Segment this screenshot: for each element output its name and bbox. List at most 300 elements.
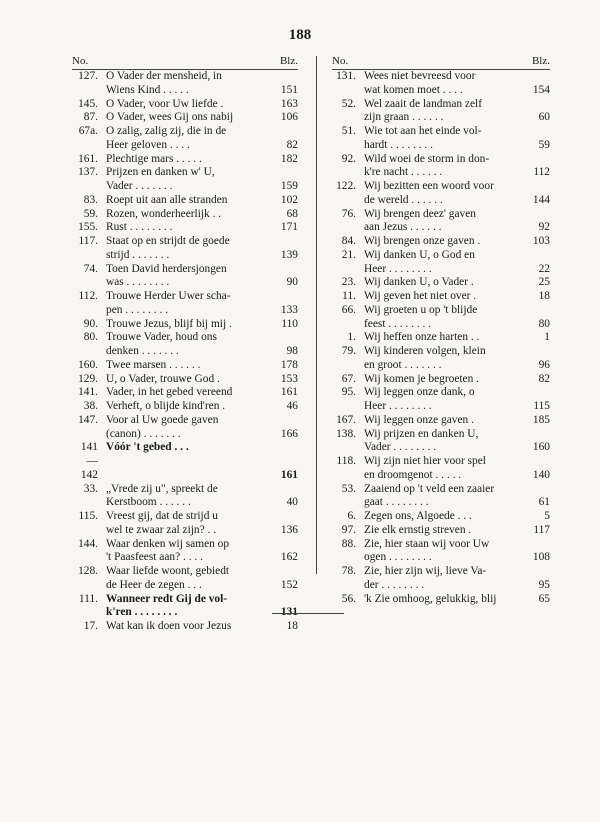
entry-number: 111. <box>78 592 98 605</box>
entry-page-number: 92 <box>538 221 550 234</box>
entry-number: 137. <box>78 166 98 179</box>
entry-number: 1. <box>347 331 356 344</box>
entry-title <box>98 318 272 332</box>
entry-page <box>524 345 550 373</box>
entry-title <box>356 331 524 345</box>
index-entry <box>332 428 550 456</box>
closing-rule <box>272 613 344 614</box>
entry-page <box>272 565 298 593</box>
index-entry <box>72 70 298 98</box>
entry-page <box>272 166 298 194</box>
entry-page <box>524 180 550 208</box>
entry-title-line: O Vader, wees Gij ons nabij <box>106 111 234 124</box>
entry-title <box>98 565 272 593</box>
entry-title-line: Heer . . . . . . . . <box>364 262 432 275</box>
entry-title-line: Waar denken wij samen op <box>106 537 230 550</box>
index-entry <box>72 400 298 414</box>
entry-title <box>356 345 524 373</box>
entry-page <box>524 428 550 456</box>
entry-page <box>524 276 550 290</box>
entry-page-number: 136 <box>280 523 298 536</box>
entry-number: 88. <box>341 537 356 550</box>
entry-title-line: Wij leggen onze dank, o <box>364 386 475 399</box>
entry-page-number: 106 <box>280 111 298 124</box>
entry-title <box>98 98 272 112</box>
index-entry <box>72 318 298 332</box>
index-entry <box>72 208 298 222</box>
entry-page <box>524 290 550 304</box>
index-entry <box>72 565 298 593</box>
entry-page-number: 110 <box>281 317 298 330</box>
entry-title-line: „Vrede zij u", spreekt de <box>106 482 218 495</box>
index-entry <box>72 166 298 194</box>
entry-number: 118. <box>336 455 356 467</box>
entry-number: 141. <box>78 386 98 399</box>
page-number: 188 <box>288 27 312 43</box>
entry-title-line: Roept uit aan alle stranden <box>106 193 228 206</box>
entry-title-line: de wereld . . . . . . <box>364 193 443 206</box>
entry-title <box>356 304 524 332</box>
entry-page <box>524 538 550 566</box>
entry-page-number: 182 <box>280 152 298 165</box>
entry-number: 141—142 <box>80 441 98 481</box>
index-entry <box>72 194 298 208</box>
header-blz: Blz. <box>531 55 550 67</box>
header-no: No. <box>332 55 349 67</box>
index-entry <box>72 414 298 442</box>
entry-number: 160. <box>78 358 98 371</box>
entry-title <box>98 111 272 125</box>
index-entry <box>72 235 298 263</box>
index-entry <box>332 373 550 387</box>
entry-title-line: en droomgenot . . . . . <box>364 468 462 481</box>
entry-page <box>272 111 298 125</box>
entry-page-number: 46 <box>286 400 298 412</box>
entry-page-number: 161 <box>280 468 298 481</box>
index-entry <box>72 331 298 359</box>
entry-page-number: 139 <box>280 248 298 261</box>
entry-title-line: Wild woei de storm in don- <box>364 152 490 165</box>
entry-title <box>98 263 272 291</box>
entry-title <box>98 153 272 167</box>
entry-title-line: Prijzen en danken w' U, <box>106 166 215 179</box>
header-no: No. <box>72 55 89 67</box>
entry-title <box>356 428 524 456</box>
entry-title <box>356 373 524 387</box>
entry-title-line: k'ren . . . . . . . . <box>106 606 178 619</box>
entry-page-number: 59 <box>538 138 550 151</box>
entry-title <box>98 441 272 482</box>
entry-title-line: en groot . . . . . . . <box>364 358 442 371</box>
index-entry <box>72 510 298 538</box>
entry-title-line: Wij brengen onze gaven . <box>364 235 481 247</box>
entry-title-line: Rust . . . . . . . . <box>106 221 173 234</box>
entry-title <box>98 620 272 634</box>
index-entry <box>72 620 298 634</box>
entry-page <box>524 483 550 511</box>
entry-title-line: Voor al Uw goede gaven <box>106 413 219 426</box>
entry-title-line: wel te zwaar zal zijn? . . <box>106 523 217 536</box>
index-entry <box>332 153 550 181</box>
entry-page-number: 161 <box>280 386 298 399</box>
entry-number: 80. <box>83 331 98 344</box>
entry-title-line: Wij kinderen volgen, klein <box>364 345 486 357</box>
entry-page <box>272 414 298 442</box>
entry-title-line: 'k Zie omhoog, gelukkig, blij <box>364 592 497 605</box>
entry-page-number: 22 <box>538 262 550 275</box>
entry-title-line: Vóór 't gebed . . . <box>106 441 189 454</box>
entry-number: 144. <box>78 537 98 550</box>
entry-number: 167. <box>336 413 356 426</box>
entry-title <box>98 359 272 373</box>
entry-page <box>524 153 550 181</box>
entry-title-line: wat komen moet . . . . <box>364 83 463 96</box>
index-entry <box>332 386 550 414</box>
entry-list <box>72 70 298 634</box>
entry-title <box>356 208 524 236</box>
entry-page <box>272 331 298 359</box>
index-entry <box>72 263 298 291</box>
entry-title-line: k're nacht . . . . . . <box>364 166 443 179</box>
entry-page-number: 166 <box>280 427 298 440</box>
entry-number: 23. <box>341 276 356 289</box>
entry-title-line: Wanneer redt Gij de vol- <box>106 592 228 605</box>
entry-page-number: 117 <box>533 523 550 536</box>
entry-page-number: 82 <box>286 138 298 151</box>
entry-page <box>272 373 298 387</box>
entry-number: 138. <box>336 427 356 440</box>
entry-page-number: 98 <box>286 345 298 357</box>
index-entry <box>72 111 298 125</box>
entry-title <box>356 276 524 290</box>
entry-title-line: Zie, hier staan wij voor Uw <box>364 537 490 550</box>
entry-title-line: Vader . . . . . . . <box>106 180 173 192</box>
entry-title <box>98 510 272 538</box>
entry-page <box>524 593 550 607</box>
entry-title <box>98 400 272 414</box>
entry-page <box>272 359 298 373</box>
entry-title-line: Trouwe Vader, houd ons <box>106 331 217 344</box>
entry-page <box>272 510 298 538</box>
entry-page-number: 159 <box>280 180 298 192</box>
entry-number: 145. <box>78 97 98 110</box>
entry-title-line: zijn graan . . . . . . <box>364 111 444 124</box>
index-entry <box>72 593 298 621</box>
entry-page <box>524 510 550 524</box>
entry-title-line: Wat kan ik doen voor Jezus <box>106 620 232 632</box>
entry-page-number: 154 <box>532 83 550 96</box>
index-entry <box>332 290 550 304</box>
entry-title <box>98 414 272 442</box>
entry-page-number: 133 <box>280 303 298 316</box>
index-entry <box>332 249 550 277</box>
entry-title-line: denken . . . . . . . <box>106 345 179 357</box>
entry-number: 115. <box>78 510 98 522</box>
entry-page-number: 18 <box>286 620 298 632</box>
entry-title <box>98 125 272 153</box>
entry-page <box>272 263 298 291</box>
entry-page <box>272 290 298 318</box>
entry-title-line: Wij brengen deez' gaven <box>364 207 476 220</box>
entry-title-line: Twee marsen . . . . . . <box>106 358 201 371</box>
entry-page <box>272 620 298 634</box>
index-entry <box>332 345 550 373</box>
entry-title <box>98 331 272 359</box>
entry-page-number: 40 <box>286 496 298 509</box>
entry-page <box>524 455 550 483</box>
index-entry <box>332 524 550 538</box>
entry-title-line: Trouwe Jezus, blijf bij mij . <box>106 317 232 330</box>
index-entry <box>72 483 298 511</box>
entry-number: 95. <box>341 386 356 399</box>
entry-page <box>272 318 298 332</box>
entry-number: 76. <box>341 207 356 220</box>
entry-title <box>98 290 272 318</box>
entry-title-line: feest . . . . . . . . <box>364 317 432 330</box>
entry-page-number: 151 <box>280 83 298 96</box>
column-header <box>72 56 298 70</box>
entry-title <box>98 208 272 222</box>
entry-title-line: Wie tot aan het einde vol- <box>364 125 482 137</box>
index-entry <box>72 441 298 482</box>
entry-title <box>356 180 524 208</box>
entry-title-line: Wij bezitten een woord voor <box>364 180 494 192</box>
entry-title <box>98 235 272 263</box>
entry-page <box>524 414 550 428</box>
entry-title-line: Toen David herdersjongen <box>106 262 227 275</box>
column-divider <box>316 56 317 574</box>
entry-title-line: 't Paasfeest aan? . . . . <box>106 551 203 564</box>
entry-page-number: 162 <box>280 551 298 564</box>
entry-title-line: U, o Vader, trouwe God . <box>106 372 220 385</box>
index-entry <box>332 125 550 153</box>
index-entry <box>72 125 298 153</box>
entry-number: 161. <box>78 152 98 165</box>
entry-title-line: aan Jezus . . . . . . <box>364 221 442 234</box>
entry-page-number: 18 <box>538 290 550 302</box>
entry-title-line: Wij zijn niet hier voor spel <box>364 455 486 467</box>
entry-title-line: strijd . . . . . . . <box>106 248 170 261</box>
index-entry <box>332 565 550 593</box>
entry-page <box>272 153 298 167</box>
entry-title-line: Heer geloven . . . . <box>106 138 190 151</box>
index-entry <box>332 331 550 345</box>
entry-title <box>356 538 524 566</box>
entry-title <box>98 538 272 566</box>
entry-title <box>98 386 272 400</box>
entry-title <box>356 386 524 414</box>
entry-title <box>356 483 524 511</box>
index-entry <box>72 386 298 400</box>
entry-number: 6. <box>347 510 356 522</box>
entry-page <box>524 386 550 414</box>
entry-title <box>356 235 524 249</box>
index-entry <box>72 290 298 318</box>
entry-title-line: Zie, hier zijn wij, lieve Va- <box>364 565 487 577</box>
entry-page <box>524 70 550 98</box>
entry-number: 67a. <box>78 125 98 137</box>
entry-title-line: Vader, in het gebed vereend <box>106 386 233 399</box>
entry-title-line: Wiens Kind . . . . . <box>106 83 189 96</box>
entry-number: 51. <box>341 125 356 137</box>
entry-title-line: Kerstboom . . . . . . <box>106 496 191 509</box>
index-entry <box>332 455 550 483</box>
entry-title-line: Vader . . . . . . . . <box>364 441 437 454</box>
entry-page <box>272 194 298 208</box>
index-entry <box>332 538 550 566</box>
entry-title <box>356 565 524 593</box>
entry-title-line: Wij danken U, o God en <box>364 248 475 261</box>
entry-number: 38. <box>83 400 98 412</box>
entry-title <box>356 70 524 98</box>
entry-title <box>98 194 272 208</box>
index-entry <box>72 359 298 373</box>
index-entry <box>332 98 550 126</box>
index-column-left <box>72 56 298 634</box>
entry-title <box>98 166 272 194</box>
entry-title-line: pen . . . . . . . . <box>106 303 169 316</box>
entry-number: 59. <box>83 207 98 220</box>
entry-page <box>272 386 298 400</box>
entry-number: 112. <box>78 290 98 302</box>
entry-page <box>272 593 298 621</box>
entry-page-number: 1 <box>544 331 550 344</box>
index-column-right <box>332 56 550 606</box>
entry-title-line: Rozen, wonderheerlijk . . <box>106 207 222 220</box>
index-entry <box>72 98 298 112</box>
entry-page-number: 153 <box>280 372 298 385</box>
index-entry <box>332 180 550 208</box>
entry-number: 66. <box>341 303 356 316</box>
entry-title-line: Verheft, o blijde kind'ren . <box>106 400 226 412</box>
entry-title <box>356 593 524 607</box>
entry-number: 83. <box>83 193 98 206</box>
entry-title <box>356 153 524 181</box>
entry-page-number: 178 <box>280 358 298 371</box>
index-entry <box>332 276 550 290</box>
entry-title <box>98 373 272 387</box>
entry-number: 11. <box>342 290 356 302</box>
entry-page-number: 96 <box>538 358 550 371</box>
entry-number: 117. <box>78 235 98 247</box>
entry-title <box>356 125 524 153</box>
entry-page-number: 65 <box>538 592 550 605</box>
index-entry <box>72 153 298 167</box>
entry-page-number: 115 <box>533 400 550 412</box>
entry-title-line: Trouwe Herder Uwer scha- <box>106 290 231 302</box>
entry-title <box>356 414 524 428</box>
entry-number: 127. <box>78 70 98 82</box>
entry-page-number: 171 <box>280 221 298 234</box>
index-entry <box>332 208 550 236</box>
entry-page-number: 160 <box>532 441 550 454</box>
entry-number: 67. <box>341 372 356 385</box>
entry-title-line: ogen . . . . . . . . <box>364 551 432 564</box>
entry-title <box>356 455 524 483</box>
entry-number: 84. <box>341 235 356 247</box>
entry-number: 128. <box>78 565 98 577</box>
entry-number: 52. <box>341 97 356 110</box>
entry-page <box>272 538 298 566</box>
index-entry <box>72 221 298 235</box>
entry-title <box>98 593 272 621</box>
entry-title-line: hardt . . . . . . . . <box>364 138 433 151</box>
entry-page-number: 144 <box>532 193 550 206</box>
column-header <box>332 56 550 70</box>
entry-page <box>524 125 550 153</box>
entry-title-line: Wij leggen onze gaven . <box>364 413 474 426</box>
index-entry <box>332 510 550 524</box>
entry-title-line: O Vader der mensheid, in <box>106 70 222 82</box>
entry-number: 56. <box>341 592 356 605</box>
entry-page-number: 90 <box>286 276 298 289</box>
entry-page-number: 102 <box>280 193 298 206</box>
entry-title-line: de Heer de zegen . . . <box>106 578 202 591</box>
entry-title-line: Heer . . . . . . . . <box>364 400 432 412</box>
entry-title-line: Zegen ons, Algoede . . . <box>364 510 472 522</box>
entry-title-line: Plechtige mars . . . . . <box>106 152 202 165</box>
entry-number: 90. <box>83 317 98 330</box>
entry-title-line: (canon) . . . . . . . <box>106 427 181 440</box>
entry-title-line: Wel zaait de landman zelf <box>364 97 482 110</box>
entry-page <box>524 98 550 126</box>
index-entry <box>72 538 298 566</box>
index-entry <box>332 483 550 511</box>
entry-number: 21. <box>341 248 356 261</box>
entry-page <box>524 565 550 593</box>
entry-page <box>272 208 298 222</box>
entry-page <box>272 221 298 235</box>
index-entry <box>332 235 550 249</box>
index-entry <box>332 593 550 607</box>
index-entry <box>332 414 550 428</box>
entry-title-line: Wij komen je begroeten . <box>364 372 479 385</box>
entry-number: 53. <box>341 482 356 495</box>
entry-page <box>524 249 550 277</box>
entry-title <box>98 221 272 235</box>
entry-page-number: 80 <box>538 317 550 330</box>
entry-page <box>524 304 550 332</box>
entry-title-line: Vreest gij, dat de strijd u <box>106 510 218 522</box>
entry-title <box>356 510 524 524</box>
entry-title <box>356 524 524 538</box>
entry-title-line: Wij prijzen en danken U, <box>364 427 479 440</box>
entry-number: 122. <box>336 180 356 192</box>
entry-number: 33. <box>83 482 98 495</box>
entry-page-number: 112 <box>533 166 550 179</box>
header-blz: Blz. <box>279 55 298 67</box>
entry-page-number: 61 <box>538 496 550 509</box>
entry-page-number: 103 <box>532 235 550 247</box>
entry-number: 97. <box>341 523 356 536</box>
entry-title <box>98 483 272 511</box>
entry-page-number: 25 <box>538 276 550 289</box>
entry-page <box>272 98 298 112</box>
entry-page <box>272 400 298 414</box>
entry-title-line: der . . . . . . . . <box>364 578 425 591</box>
entry-title-line: Wij groeten u op 't blijde <box>364 303 478 316</box>
entry-page <box>524 235 550 249</box>
entry-page-number: 108 <box>532 551 550 564</box>
entry-page <box>524 331 550 345</box>
entry-page-number: 68 <box>286 207 298 220</box>
entry-page-number: 82 <box>538 372 550 385</box>
entry-page <box>524 524 550 538</box>
entry-page-number: 95 <box>538 578 550 591</box>
entry-title <box>356 290 524 304</box>
entry-title-line: gaat . . . . . . . . <box>364 496 429 509</box>
entry-page-number: 5 <box>544 510 550 522</box>
